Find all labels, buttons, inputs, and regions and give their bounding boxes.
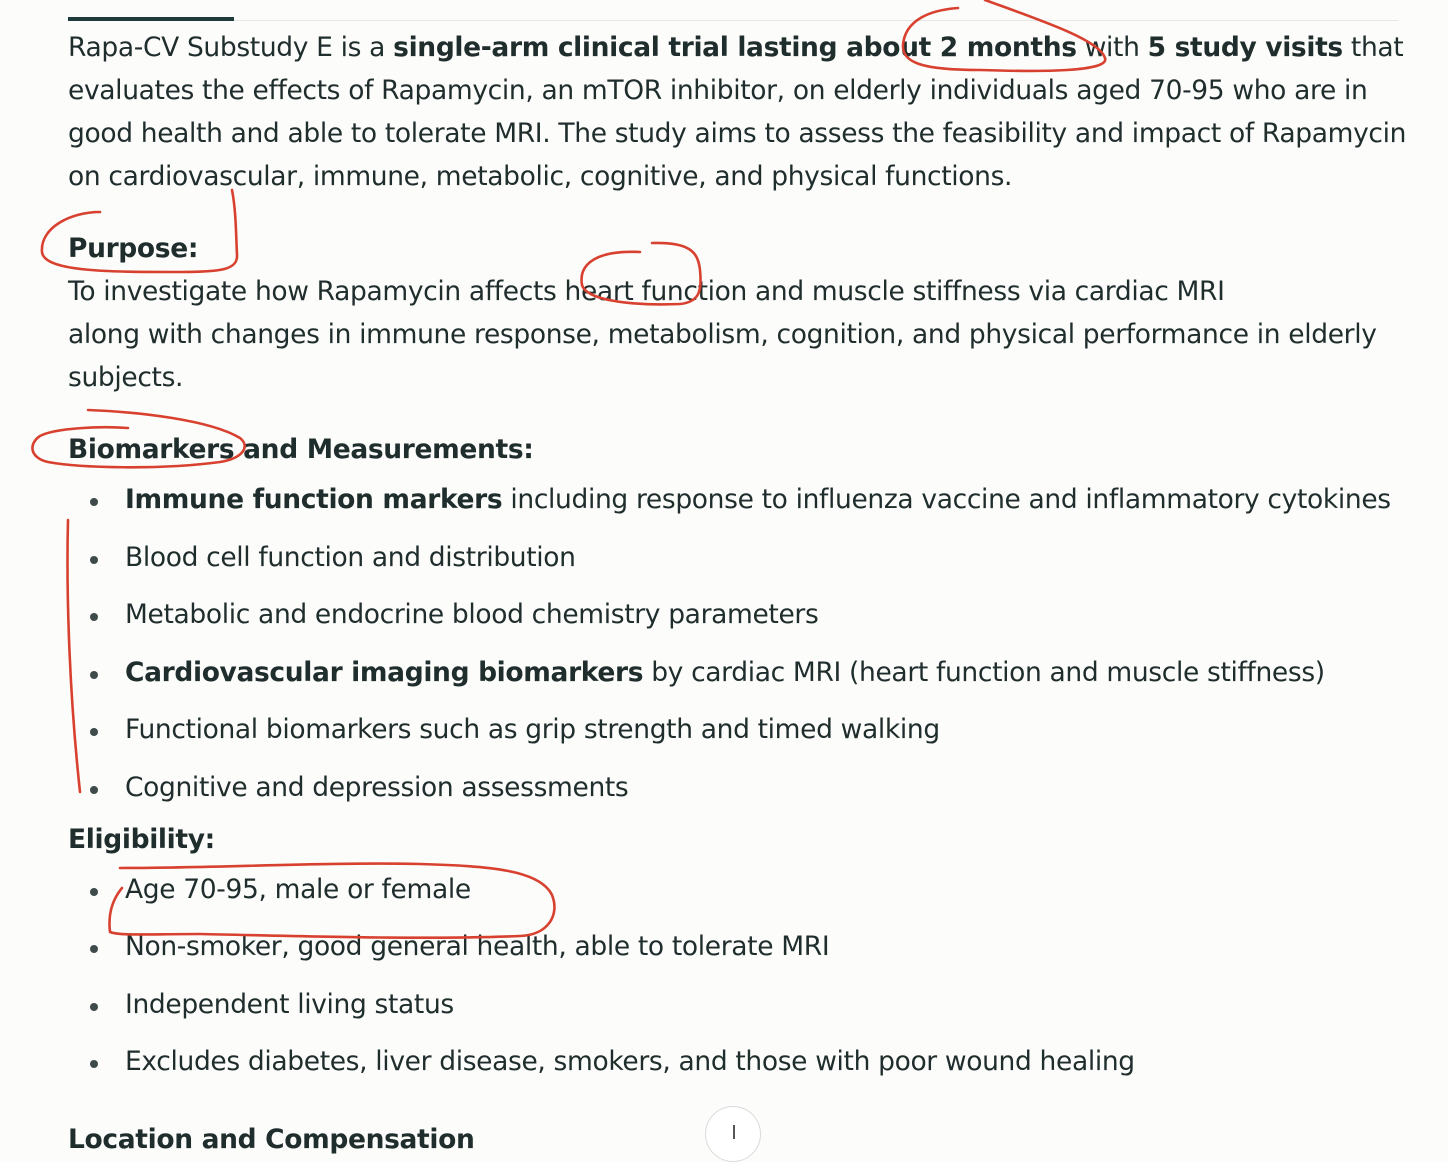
list-item-text: Blood cell function and distribution xyxy=(125,541,576,573)
intro-bold-duration: single-arm clinical trial lasting about 2 months xyxy=(393,32,1077,63)
tab-divider xyxy=(68,20,1398,21)
list-item xyxy=(68,651,1408,709)
list-item-text: including response to influenza vaccine and inflammatory cytokines xyxy=(502,484,1391,515)
list-item xyxy=(68,478,1408,536)
list-item-text: Metabolic and endocrine blood chemistry parameters xyxy=(125,599,819,631)
intro-bold-visits: 5 study visits xyxy=(1147,32,1343,63)
list-item-bold: Immune function markers xyxy=(125,484,503,515)
biomarkers-list xyxy=(68,478,1408,824)
purpose-paragraph xyxy=(68,270,1408,399)
purpose-line-2: along with changes in immune response, metabolism, cognition, and physical performance in elderly subjects. xyxy=(68,319,1377,393)
answer-content xyxy=(68,26,1408,1098)
purpose-line-1: To investigate how Rapamycin affects heart function and muscle stiffness via cardiac MRI xyxy=(68,276,1225,307)
scroll-down-button[interactable] xyxy=(705,1106,761,1162)
list-item xyxy=(68,536,1408,594)
intro-paragraph xyxy=(68,26,1408,198)
list-item: Independent living status xyxy=(68,983,1408,1041)
list-item: Age 70-95, male or female xyxy=(68,868,1408,926)
intro-text-2: with xyxy=(1076,32,1148,63)
list-item: Excludes diabetes, liver disease, smokers, and those with poor wound healing xyxy=(68,1040,1408,1098)
purpose-heading: Purpose: xyxy=(68,233,199,264)
list-item-text: Functional biomarkers such as grip strength and timed walking xyxy=(125,714,940,746)
list-item xyxy=(68,766,1408,824)
eligibility-list xyxy=(68,868,1408,1098)
intro-text-1: Rapa-CV Substudy E is a xyxy=(68,32,394,63)
location-compensation-heading: Location and Compensation xyxy=(68,1124,475,1155)
list-item-text: Cognitive and depression assessments xyxy=(125,771,629,803)
intro-text-3: that evaluates the effects of Rapamycin, an mTOR inhibitor, on elderly individuals aged 70-95 who are in good health and able to tolerate MRI. The study aims to assess the feasibility and impact of Rapamycin on cardiovascular, immune, metabolic, cognitive, and physical functions. xyxy=(68,32,1407,192)
list-item xyxy=(68,708,1408,766)
eligibility-heading: Eligibility: xyxy=(68,823,215,855)
biomarkers-heading: Biomarkers and Measurements: xyxy=(68,434,534,465)
list-item-bold: Cardiovascular imaging biomarkers xyxy=(125,656,644,688)
list-item-text: by cardiac MRI (heart function and muscle stiffness) xyxy=(643,656,1325,688)
list-item xyxy=(68,593,1408,651)
list-item: Non-smoker, good general health, able to tolerate MRI xyxy=(68,925,1408,983)
active-tab-indicator xyxy=(68,17,234,21)
arrow-down-icon xyxy=(733,1125,735,1139)
